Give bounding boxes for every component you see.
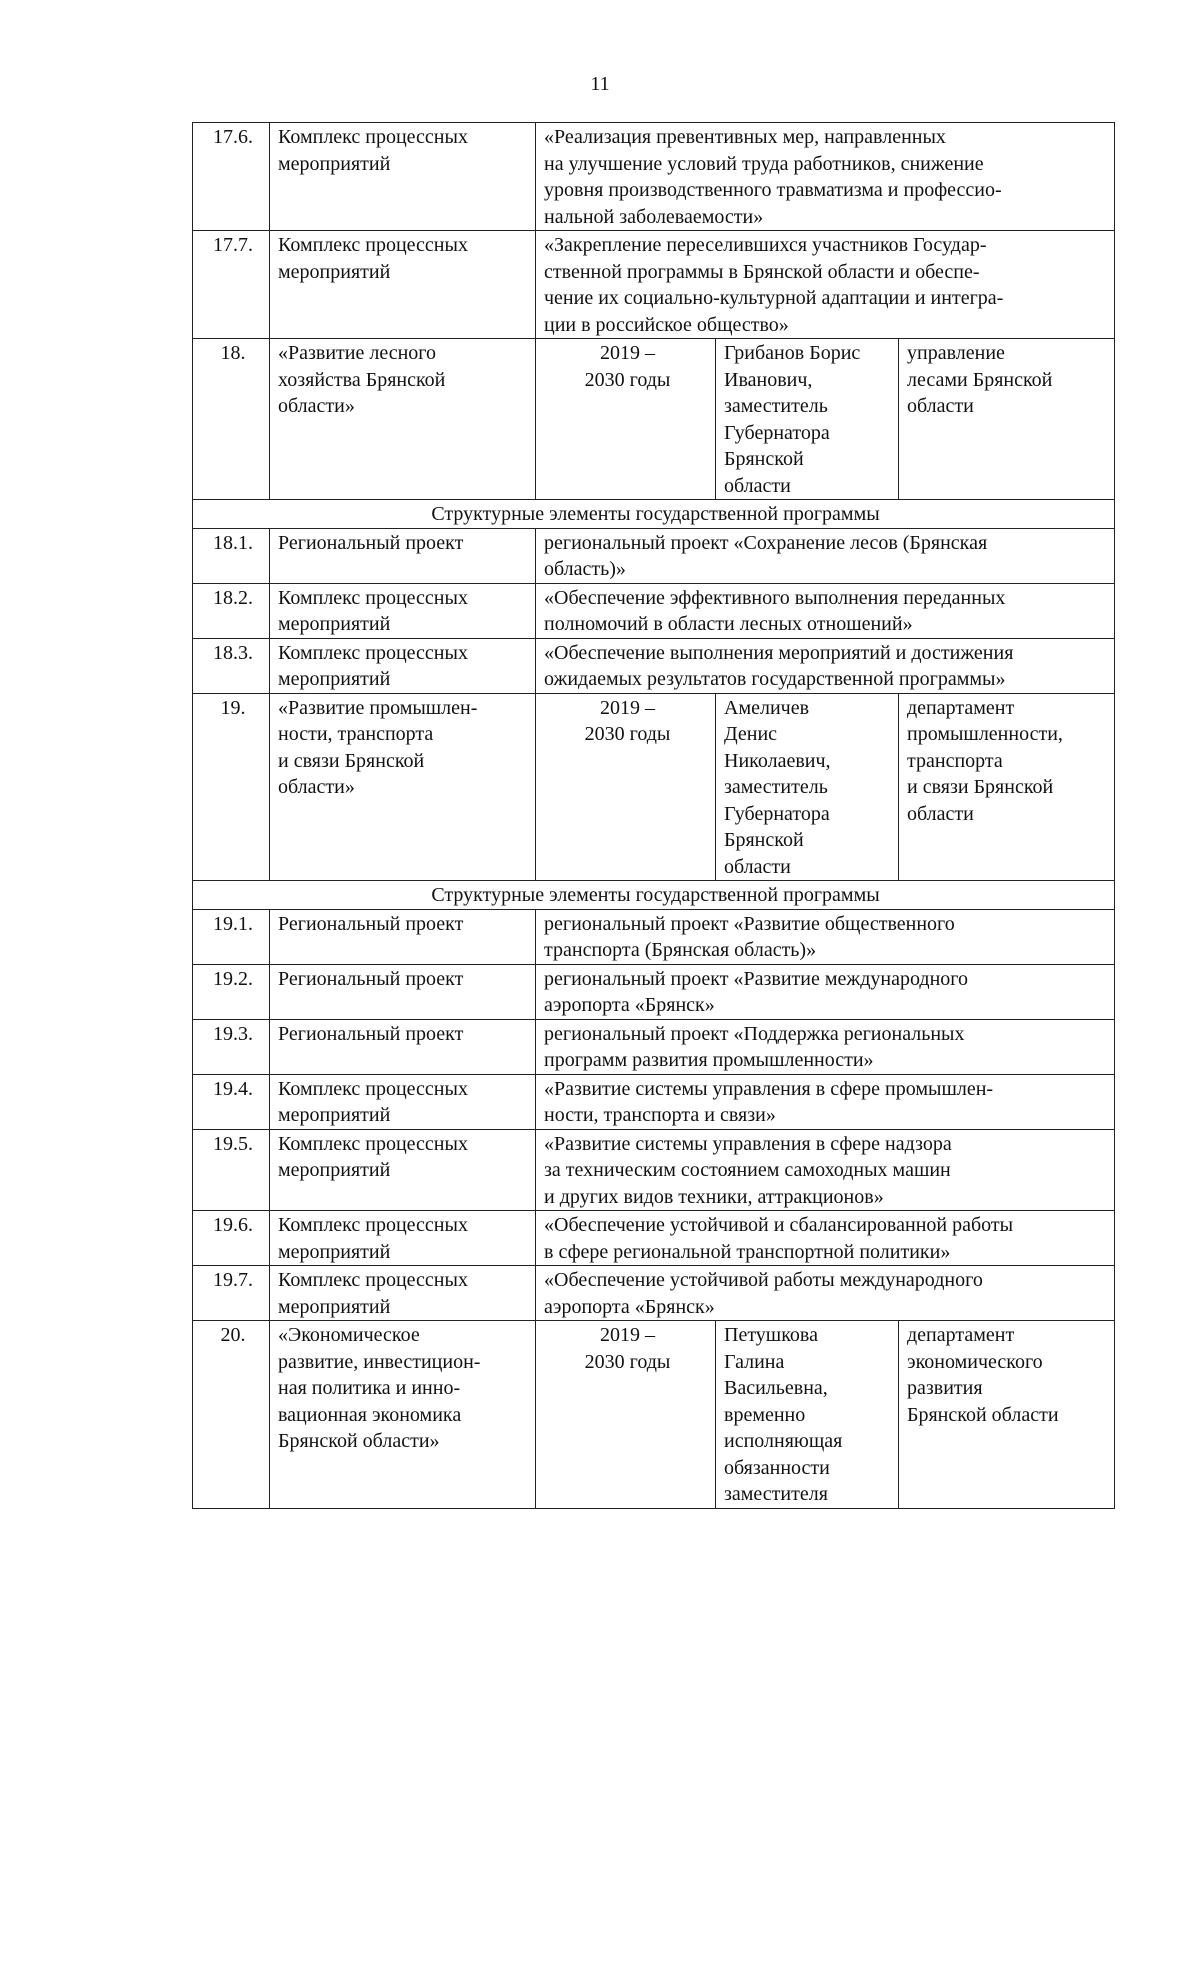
section-header-row [193,881,1115,910]
element-type [270,638,536,693]
element-description-line: транспорта (Брянская область)» [544,939,817,961]
program-name-line: области» [278,395,355,417]
element-description-line: ственной программы в Брянской области и обеспе- [544,260,980,283]
row-number: 18.3. [193,638,270,693]
element-description-line: на улучшение условий труда работников, снижение [544,152,984,175]
program-name-line: Брянской области» [278,1430,440,1452]
program-curator-line: заместителя [724,1483,828,1505]
program-name [270,339,536,500]
program-name-line: развитие, инвестицион- [278,1350,481,1373]
programs-table [192,122,1115,1509]
element-type [270,909,536,964]
element-type [270,1211,536,1266]
program-curator-line: области [724,855,791,878]
element-row [193,123,1115,231]
program-executor-line: области [907,802,974,825]
element-row [193,1019,1115,1074]
row-number: 19.4. [193,1074,270,1129]
element-description-line: региональный проект «Развитие общественного [544,912,955,935]
section-header-row [193,500,1115,529]
element-type-line: Региональный проект [278,912,464,935]
program-executor-line: промышленности, [907,723,1063,745]
program-curator-line: Брянской [724,829,804,851]
element-description-line: региональный проект «Развитие международного [544,967,968,990]
element-type-line: Региональный проект [278,967,464,990]
element-type-line: Комплекс процессных [278,1214,468,1236]
row-number: 19.7. [193,1266,270,1321]
program-name-line: области» [278,776,355,798]
element-type [270,1074,536,1129]
element-type-line: мероприятий [278,613,391,635]
program-row [193,693,1115,881]
element-type-line: Комплекс процессных [278,126,468,148]
program-name [270,693,536,881]
program-row [193,339,1115,500]
program-curator-line: заместитель [724,395,828,417]
program-period [536,339,716,500]
element-type-line: мероприятий [278,1295,391,1318]
element-row [193,1074,1115,1129]
element-description-line: «Развитие системы управления в сфере надзора [544,1132,952,1155]
element-description-line: полномочий в области лесных отношений» [544,613,913,635]
row-number: 19.6. [193,1211,270,1266]
program-executor-line: лесами Брянской [907,368,1053,391]
element-description-line: «Обеспечение эффективного выполнения переданных [544,586,1006,609]
element-description [536,1019,1115,1074]
element-description-line: ности, транспорта и связи» [544,1104,776,1126]
element-row [193,583,1115,638]
program-executor-line: и связи Брянской [907,776,1054,798]
program-curator-line: Васильевна, [724,1377,828,1399]
element-description-line: уровня производственного травматизма и профессио- [544,179,1002,201]
element-type [270,964,536,1019]
element-type-line: мероприятий [278,1240,391,1263]
program-curator-line: Иванович, [724,368,813,391]
program-curator-line: Амеличев [724,696,810,719]
program-curator-line: Николаевич, [724,749,831,772]
program-executor-line: экономического [907,1350,1043,1373]
element-row [193,964,1115,1019]
program-name-line: ности, транспорта [278,723,434,745]
element-type [270,528,536,583]
program-name-line: вационная экономика [278,1403,462,1426]
element-description-line: «Обеспечение выполнения мероприятий и достижения [544,641,1014,664]
element-description-line: в сфере региональной транспортной политики» [544,1240,951,1263]
program-curator-line: области [724,474,791,497]
program-period-line: 2019 – [600,342,655,364]
element-type [270,1129,536,1211]
element-type-line: Региональный проект [278,1022,464,1045]
program-curator-line: временно [724,1403,806,1426]
program-name-line: и связи Брянской [278,749,425,772]
element-row [193,528,1115,583]
program-curator-line: Губернатора [724,802,830,825]
element-description-line: ции в российское общество» [544,313,789,336]
program-executor-line: Брянской области [907,1403,1059,1426]
element-description-line: региональный проект «Сохранение лесов (Брянская [544,531,988,554]
row-number: 19.3. [193,1019,270,1074]
element-type-line: мероприятий [278,1104,391,1126]
element-type [270,583,536,638]
program-executor-line: области [907,395,974,417]
element-description [536,964,1115,1019]
program-curator-line: Грибанов Борис [724,342,861,364]
row-number: 18. [193,339,270,500]
program-curator-line: Петушкова [724,1324,818,1346]
program-executor-line: департамент [907,1324,1015,1346]
program-executor-line: департамент [907,696,1015,719]
element-description [536,909,1115,964]
element-description [536,231,1115,339]
element-type [270,1019,536,1074]
element-description-line: «Реализация превентивных мер, направленных [544,126,946,148]
element-description-line: «Обеспечение устойчивой и сбалансированной работы [544,1214,1014,1236]
element-description-line: программ развития промышленности» [544,1049,874,1071]
program-curator-line: Губернатора [724,421,830,444]
program-name-line: «Развитие лесного [278,342,437,364]
row-number: 17.6. [193,123,270,231]
element-description [536,1266,1115,1321]
program-row [193,1321,1115,1509]
element-description [536,528,1115,583]
row-number: 18.2. [193,583,270,638]
element-row [193,1266,1115,1321]
program-name-line: «Развитие промышлен- [278,696,478,719]
element-description-line: «Развитие системы управления в сфере промышлен- [544,1077,994,1100]
program-period-line: 2030 годы [584,368,671,391]
row-number: 19.1. [193,909,270,964]
program-name-line: «Экономическое [278,1324,420,1346]
program-period [536,1321,716,1509]
element-description-line: ожидаемых результатов государственной программы» [544,668,1006,690]
program-period-line: 2019 – [600,696,655,719]
program-period-line: 2030 годы [584,723,671,745]
element-description-line: аэропорта «Брянск» [544,1295,715,1318]
element-type-line: Комплекс процессных [278,1269,468,1291]
element-description [536,638,1115,693]
element-row [193,1129,1115,1211]
element-description-line: региональный проект «Поддержка региональных [544,1022,965,1045]
element-type [270,231,536,339]
element-description-line: аэропорта «Брянск» [544,994,715,1016]
element-description-line: и других видов техники, аттракционов» [544,1185,884,1208]
row-number: 19.2. [193,964,270,1019]
element-type-line: Комплекс процессных [278,1077,468,1100]
program-curator [716,1321,899,1509]
row-number: 20. [193,1321,270,1509]
element-type-line: мероприятий [278,668,391,690]
program-curator-line: заместитель [724,776,828,798]
element-type-line: Региональный проект [278,531,464,554]
program-curator [716,693,899,881]
element-type [270,123,536,231]
element-type-line: Комплекс процессных [278,234,468,256]
program-period-line: 2019 – [600,1324,655,1346]
program-curator-line: исполняющая [724,1430,843,1452]
element-description [536,1129,1115,1211]
element-description [536,583,1115,638]
element-row [193,231,1115,339]
element-row [193,1211,1115,1266]
element-type-line: мероприятий [278,1159,391,1181]
program-period [536,693,716,881]
program-executor [899,339,1115,500]
element-description-line: «Закрепление переселившихся участников Государ- [544,234,987,256]
section-title: Структурные элементы государственной программы [193,500,1115,529]
row-number: 19.5. [193,1129,270,1211]
program-curator-line: Брянской [724,448,804,470]
element-description [536,123,1115,231]
program-period-line: 2030 годы [584,1350,671,1373]
element-type-line: Комплекс процессных [278,641,468,664]
element-description-line: область)» [544,558,626,580]
program-curator-line: Галина [724,1350,785,1373]
element-description [536,1074,1115,1129]
program-curator-line: Денис [724,723,778,745]
element-description-line: нальной заболеваемости» [544,205,764,228]
element-description [536,1211,1115,1266]
element-row [193,909,1115,964]
row-number: 17.7. [193,231,270,339]
program-executor-line: транспорта [907,749,1003,772]
row-number: 18.1. [193,528,270,583]
program-executor-line: развития [907,1377,983,1399]
element-type-line: мероприятий [278,152,391,175]
program-name-line: хозяйства Брянской [278,368,446,391]
element-type-line: Комплекс процессных [278,586,468,609]
program-name-line: ная политика и инно- [278,1377,461,1399]
program-name [270,1321,536,1509]
element-description-line: чение их социально-культурной адаптации и интегра- [544,287,1004,309]
row-number: 19. [193,693,270,881]
program-executor-line: управление [907,342,1005,364]
program-curator-line: обязанности [724,1456,830,1479]
element-row [193,638,1115,693]
element-type-line: Комплекс процессных [278,1132,468,1155]
element-description-line: за техническим состоянием самоходных машин [544,1159,951,1181]
element-description-line: «Обеспечение устойчивой работы международного [544,1269,983,1291]
section-title: Структурные элементы государственной программы [193,881,1115,910]
program-curator [716,339,899,500]
element-type [270,1266,536,1321]
element-type-line: мероприятий [278,260,391,283]
program-executor [899,1321,1115,1509]
program-executor [899,693,1115,881]
page-number: 11 [590,73,610,95]
